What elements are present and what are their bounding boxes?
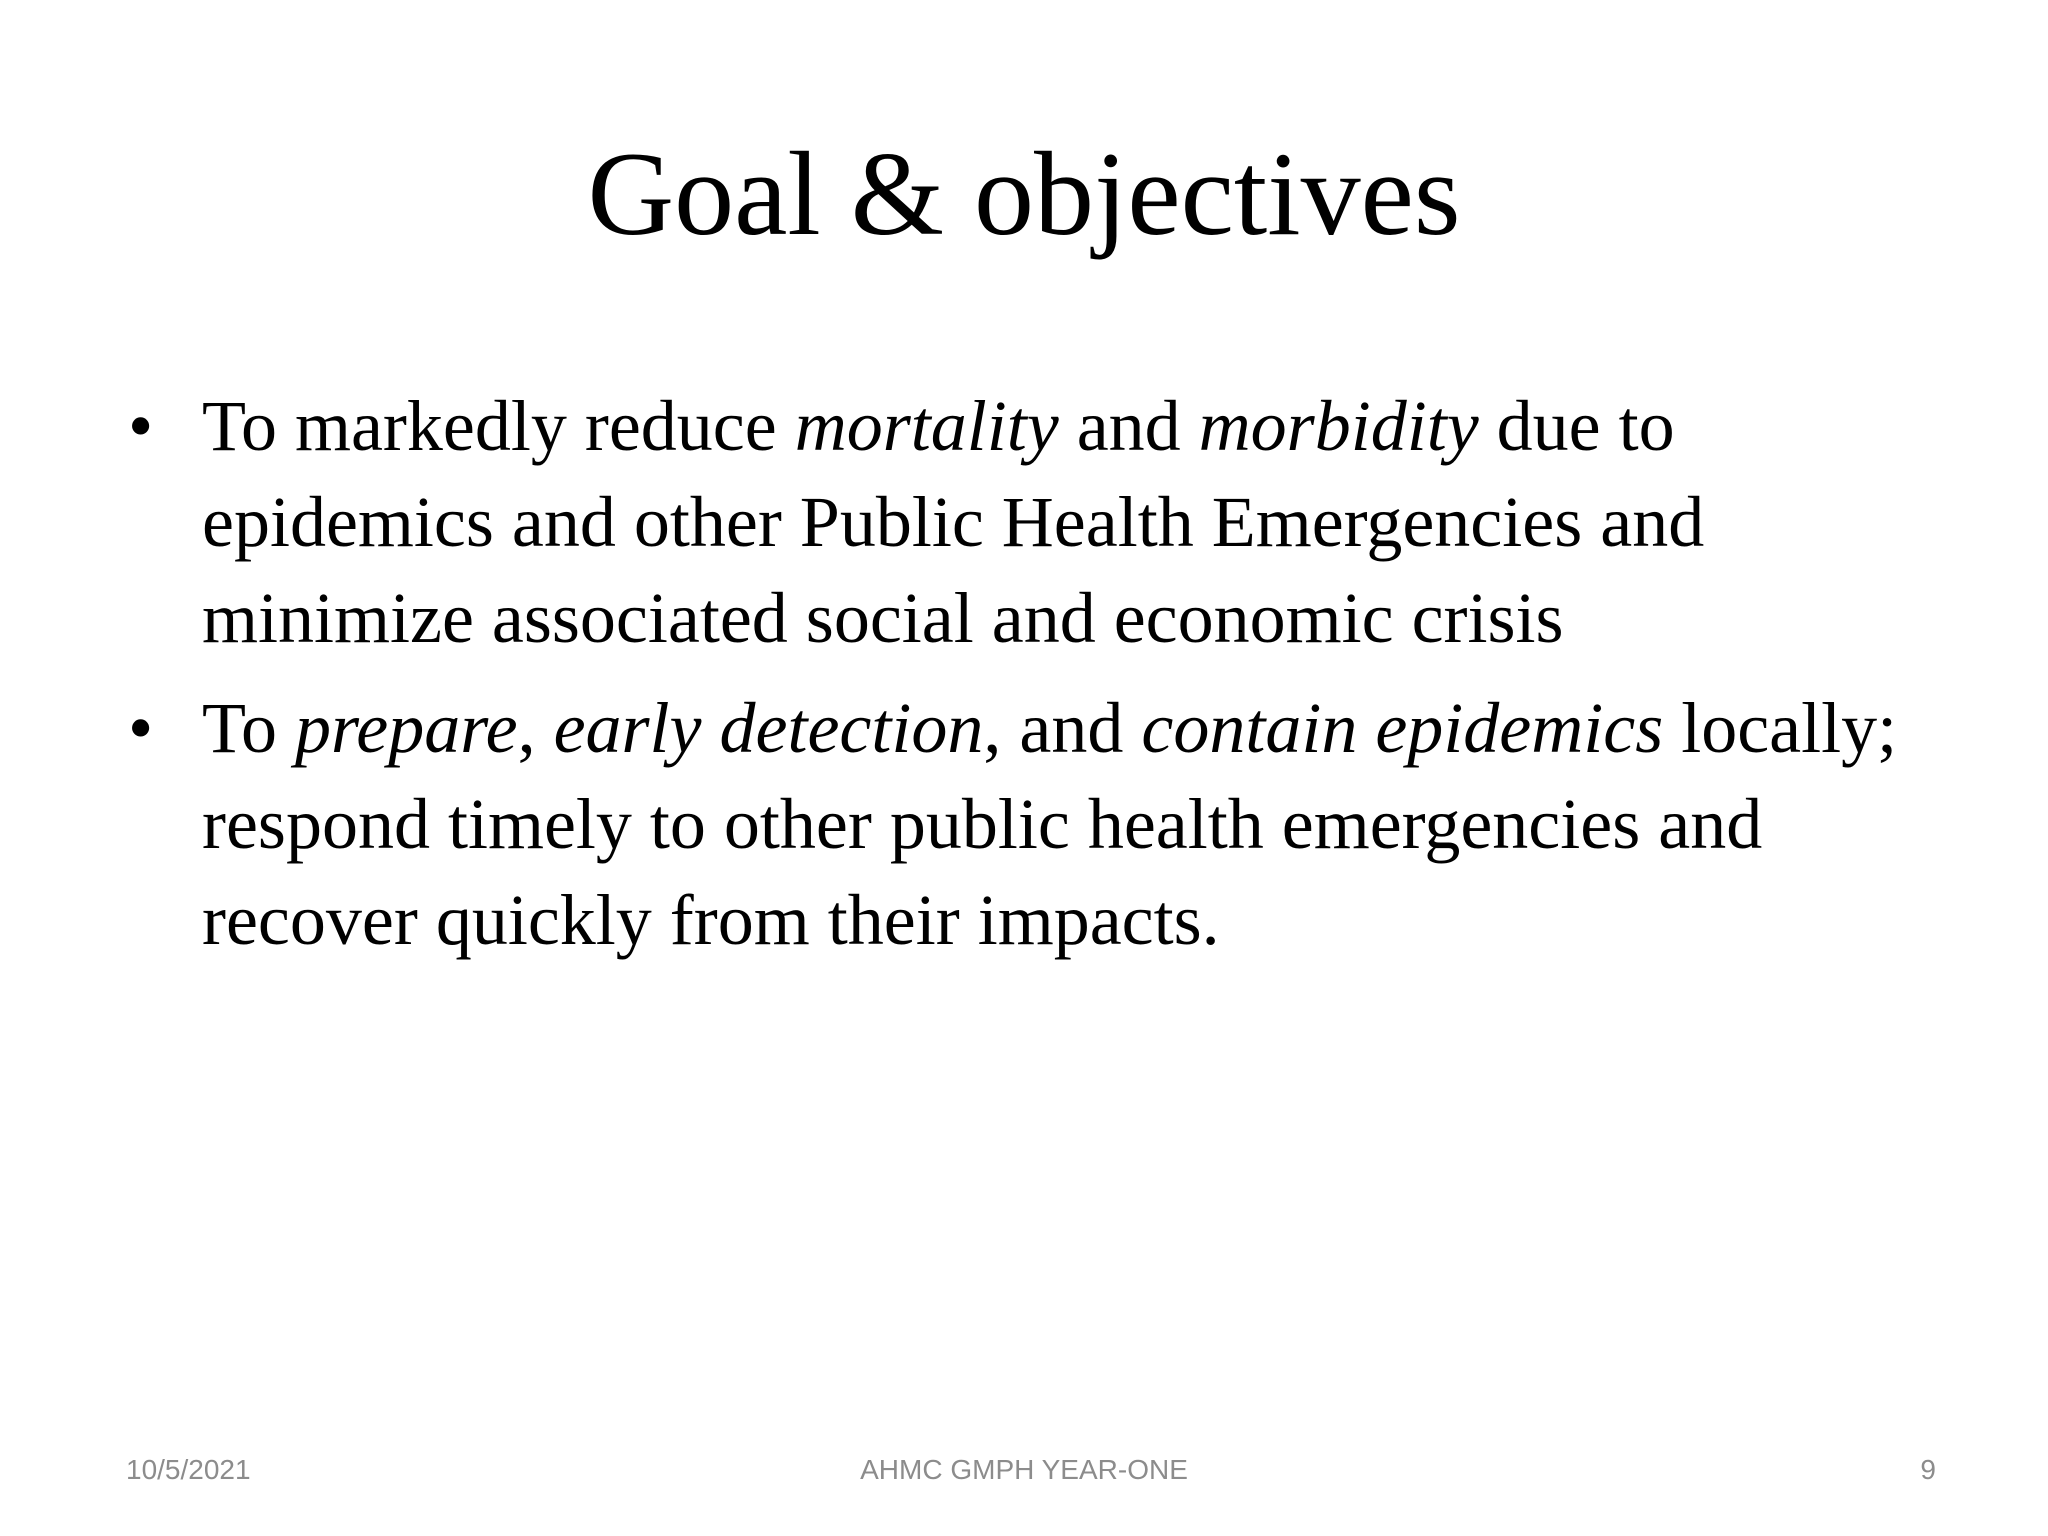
bullet-item — [128, 680, 1968, 968]
bullet-text — [202, 688, 1897, 960]
bullet-text-segment: To markedly reduce — [202, 386, 795, 466]
emphasis-prepare: prepare — [294, 688, 518, 768]
bullet-text-segment: and — [1058, 386, 1199, 466]
emphasis-mortality: mortality — [794, 386, 1059, 466]
slide-number: 9 — [1920, 1454, 1936, 1485]
bullet-marker: • — [128, 386, 154, 466]
bullet-list — [128, 378, 1968, 982]
bullet-text-segment: , and — [983, 688, 1142, 768]
footer-title: AHMC GMPH YEAR-ONE — [860, 1454, 1188, 1485]
bullet-text — [202, 386, 1704, 658]
bullet-marker: • — [128, 688, 154, 768]
slide-title: Goal & objectives — [587, 127, 1461, 260]
bullet-text-segment: To — [202, 688, 295, 768]
emphasis-morbidity: morbidity — [1198, 386, 1479, 466]
bullet-text-segment: due to epidemics and other Public Health Emergencies and minimize associated social and economic crisis — [202, 386, 1705, 658]
bullet-item — [128, 378, 1968, 666]
footer-date: 10/5/2021 — [126, 1454, 251, 1485]
bullet-text-segment: , — [517, 688, 554, 768]
bullet-text-segment: locally; respond timely to other public health emergencies and recover quickly from their impacts. — [202, 688, 1898, 960]
emphasis-early-detection: early detection — [553, 688, 984, 768]
emphasis-contain-epidemics: contain epidemics — [1141, 688, 1664, 768]
